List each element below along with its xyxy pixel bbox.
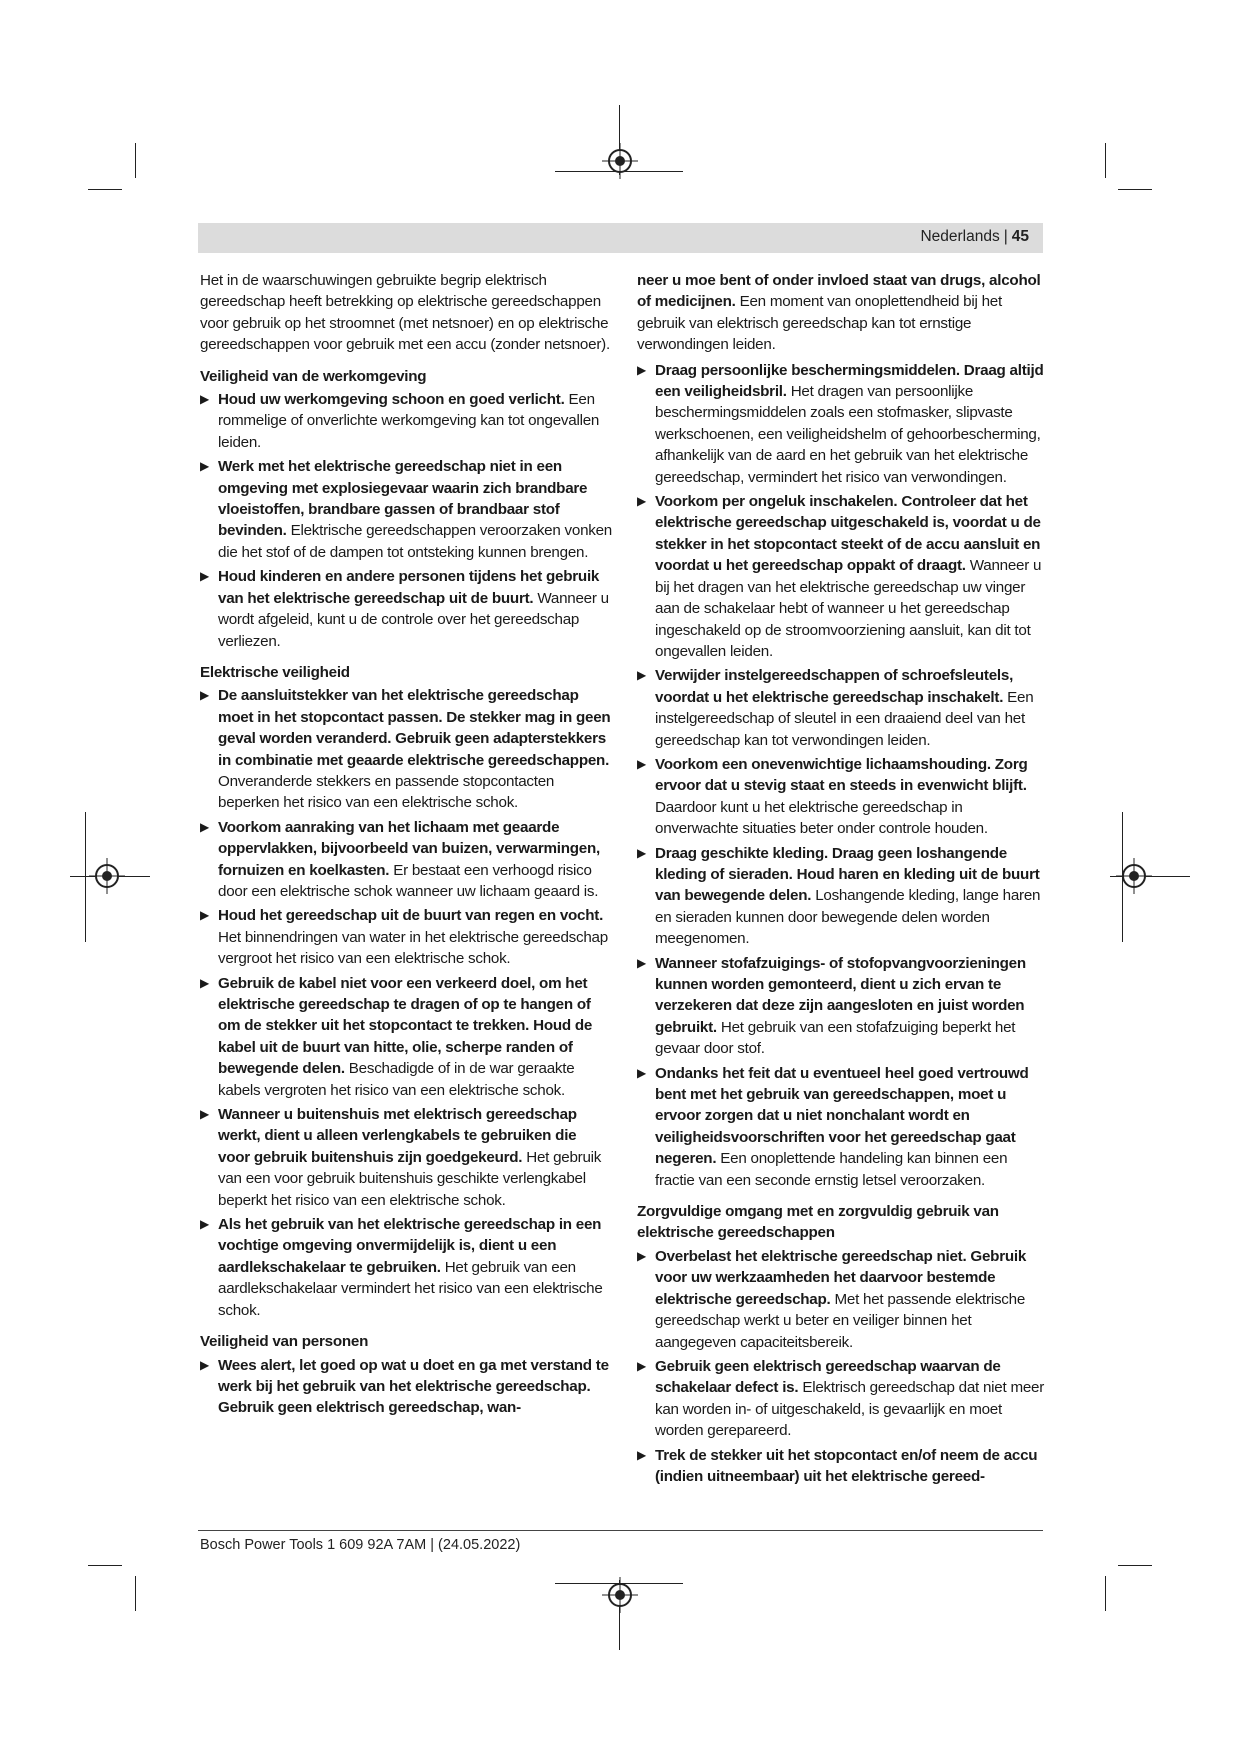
registration-mark-icon [608, 1583, 632, 1607]
list-item: ▶ Wanneer stofafzuigings- of stofopvangvoorzieningen kunnen worden gemonteerd, dient u zich ervan te verzekeren dat deze zijn aangesloten en juist worden gebruikt. Het gebruik van een stofafzuiging beperkt het gevaar door stof. [637, 954, 1026, 1058]
footer-divider [198, 1530, 1043, 1531]
list-item: ▶ Als het gebruik van het elektrische gereedschap in een vochtige omgeving onvermijdelijk is, dient u een aardlekschakelaar te gebruiken. Het gebruik van een aardlekschakelaar vermindert het risico van een elektrische schok. [200, 1216, 603, 1319]
bullet-triangle-icon: ▶ [637, 756, 646, 771]
crop-mark [1118, 189, 1152, 190]
bullet-triangle-icon: ▶ [637, 1248, 646, 1263]
intro-paragraph: Het in de waarschuwingen gebruikte begrip elektrisch gereedschap heeft betrekking op elektrische gereedschappen voor gebruik op het stroomnet (met netsnoer) en op elektrische gereedschappen voor gebruik met een accu (zonder netsnoer). [200, 272, 610, 354]
list-item: ▶ Ondanks het feit dat u eventueel heel goed vertrouwd bent met het gebruik van gereedschappen, moet u ervoor zorgen dat u niet nonchalant wordt en veiligheidsvoorschriften voor het gereedschap gaat negeren. Een onoplettende handeling kan binnen een fractie van een seconde ernstig letsel veroorzaken. [637, 1064, 1029, 1189]
footer-text: Bosch Power Tools 1 609 92A 7AM | (24.05.2022) [200, 1537, 521, 1553]
bullet-triangle-icon: ▶ [200, 392, 209, 407]
registration-mark-icon [1122, 864, 1146, 888]
continuation-paragraph: neer u moe bent of onder invloed staat van drugs, alcohol of medicijnen. Een moment van onoplettendheid bij het gebruik van elektrisch gereedschap kan tot ernstige verwondingen leiden. [637, 272, 1041, 354]
list-item: ▶ Houd uw werkomgeving schoon en goed verlicht. Een rommelige of onverlichte werkomgeving kan tot ongevallen leiden. [200, 391, 600, 451]
left-column [200, 270, 612, 1422]
header-separator: | [1003, 228, 1008, 245]
list-item: ▶ Voorkom aanraking van het lichaam met geaarde oppervlakken, bijvoorbeeld van buizen, verwarmingen, fornuizen en koelkasten. Er bestaat een verhoogd risico door een elektrische schok wanneer uw lichaam geaard is. [200, 818, 600, 900]
list-item: ▶ Werk met het elektrische gereedschap niet in een omgeving met explosiegevaar waarin zich brandbare vloeistoffen, brandbare gassen of brandbaar stof bevinden. Elektrische gereedschappen veroorzaken vonken die het stof of de dampen tot ontsteking kunnen brengen. [200, 458, 613, 561]
list-item: ▶ De aansluitstekker van het elektrische gereedschap moet in het stopcontact passen. De stekker mag in geen geval worden veranderd. Gebruik geen adapterstekkers in combinatie met geaarde elektrische gereedschappen. Onveranderde stekkers en passende stopcontacten beperken het risico van een elektrische schok. [200, 687, 611, 812]
list-item: ▶ Voorkom per ongeluk inschakelen. Controleer dat het elektrische gereedschap uitgeschakeld is, voordat u de stekker in het stopcontact steekt of de accu aansluit en voordat u het gereedschap oppakt of draagt. Wanneer u bij het dragen van het elektrische gereedschap uw vinger aan de schakelaar hebt of wanneer u het gereedschap ingeschakeld op de stroomvoorziening aansluit, kan dit tot ongevallen leiden. [637, 493, 1042, 660]
list-item: ▶ Gebruik de kabel niet voor een verkeerd doel, om het elektrische gereedschap te dragen of op te hangen of om de stekker uit het stopcontact te trekken. Houd de kabel uit de buurt van hitte, olie, scherpe randen of bewegende delen. Beschadigde of in de war geraakte kabels vergroten het risico van een elektrische schok. [200, 974, 593, 1099]
crop-mark [1105, 1576, 1106, 1611]
header-language: Nederlands [920, 228, 1000, 245]
bullet-triangle-icon: ▶ [200, 459, 209, 474]
bullet-triangle-icon: ▶ [637, 1447, 646, 1462]
bullet-triangle-icon: ▶ [637, 668, 646, 683]
crop-mark [1118, 1565, 1152, 1566]
crop-mark [135, 143, 136, 178]
list-item: ▶ Verwijder instelgereedschappen of schroefsleutels, voordat u het elektrische gereedschap inschakelt. Een instelgereedschap of sleutel in een draaiend deel van het gereedschap kan tot verwondingen leiden. [637, 667, 1034, 749]
bullet-triangle-icon: ▶ [200, 975, 209, 990]
list-item: ▶ Overbelast het elektrische gereedschap niet. Gebruik voor uw werkzaamheden het daarvoor bestemde elektrische gereedschap. Met het passende elektrische gereedschap werkt u beter en veiliger binnen het aangegeven capaciteitsbereik. [637, 1247, 1027, 1351]
crop-mark [1105, 143, 1106, 178]
bullet-triangle-icon: ▶ [637, 1065, 646, 1080]
section-heading: Elektrische veiligheid [200, 663, 350, 681]
page-number: 45 [1011, 228, 1029, 245]
section-heading: Zorgvuldige omgang met en zorgvuldig gebruik van elektrische gereedschappen [637, 1203, 999, 1242]
right-column [637, 270, 1049, 1490]
list-item: ▶ Draag geschikte kleding. Draag geen loshangende kleding of sieraden. Houd haren en kleding uit de buurt van bewegende delen. Loshangende kleding, lange haren en sieraden kunnen door bewegende delen worden meegenomen. [637, 844, 1041, 948]
list-item: ▶ Voorkom een onevenwichtige lichaamshouding. Zorg ervoor dat u stevig staat en steeds in evenwicht blijft. Daardoor kunt u het elektrische gereedschap in onverwachte situaties beter onder controle houden. [637, 755, 1028, 838]
registration-mark-icon [608, 149, 632, 173]
bullet-triangle-icon: ▶ [200, 819, 209, 834]
section-heading: Veiligheid van de werkomgeving [200, 367, 427, 385]
header-label [920, 228, 1043, 246]
list-item: ▶ Draag persoonlijke beschermingsmiddelen. Draag altijd een veiligheidsbril. Het dragen van persoonlijke beschermingsmiddelen zoals een stofmasker, slipvaste werkschoenen, een veiligheidshelm of gehoorbescherming, afhankelijk van de aard en het gebruik van het elektrische gereedschap, vermindert het risico van verwondingen. [637, 361, 1044, 486]
page-header [198, 223, 1043, 253]
registration-mark-icon [95, 864, 119, 888]
bullet-triangle-icon: ▶ [637, 955, 646, 970]
list-item: ▶ Houd kinderen en andere personen tijdens het gebruik van het elektrische gereedschap uit de buurt. Wanneer u wordt afgeleid, kunt u de controle over het gereedschap verliezen. [200, 568, 609, 650]
bullet-triangle-icon: ▶ [200, 1107, 209, 1122]
bullet-triangle-icon: ▶ [637, 362, 646, 377]
bullet-triangle-icon: ▶ [200, 569, 209, 584]
bullet-triangle-icon: ▶ [200, 1217, 209, 1232]
crop-mark [88, 1565, 122, 1566]
bullet-triangle-icon: ▶ [637, 845, 646, 860]
crop-mark [88, 189, 122, 190]
crop-mark [135, 1576, 136, 1611]
bullet-triangle-icon: ▶ [200, 1357, 209, 1372]
list-item: ▶ Wees alert, let goed op wat u doet en ga met verstand te werk bij het gebruik van het elektrische gereedschap. Gebruik geen elektrisch gereedschap, wan- [200, 1356, 609, 1417]
bullet-triangle-icon: ▶ [637, 1358, 646, 1373]
list-item: ▶ Wanneer u buitenshuis met elektrisch gereedschap werkt, dient u alleen verlengkabels te gebruiken die voor gebruik buitenshuis zijn goedgekeurd. Het gebruik van een voor gebruik buitenshuis geschikte verlengkabel beperkt het risico van een elektrische schok. [200, 1106, 602, 1209]
list-item: ▶ Gebruik geen elektrisch gereedschap waarvan de schakelaar defect is. Elektrisch gereedschap dat niet meer kan worden in- of uitgeschakeld, is gevaarlijk en moet worden gerepareerd. [637, 1357, 1045, 1440]
section-heading: Veiligheid van personen [200, 1333, 369, 1351]
bullet-triangle-icon: ▶ [200, 908, 209, 923]
bullet-triangle-icon: ▶ [637, 494, 646, 509]
crop-mark [85, 812, 86, 942]
list-item: ▶ Trek de stekker uit het stopcontact en/of neem de accu (indien uitneembaar) uit het elektrische gereed- [637, 1446, 1038, 1485]
list-item: ▶ Houd het gereedschap uit de buurt van regen en vocht. Het binnendringen van water in het elektrische gereedschap vergroot het risico van een elektrische schok. [200, 907, 608, 968]
bullet-triangle-icon: ▶ [200, 688, 209, 703]
